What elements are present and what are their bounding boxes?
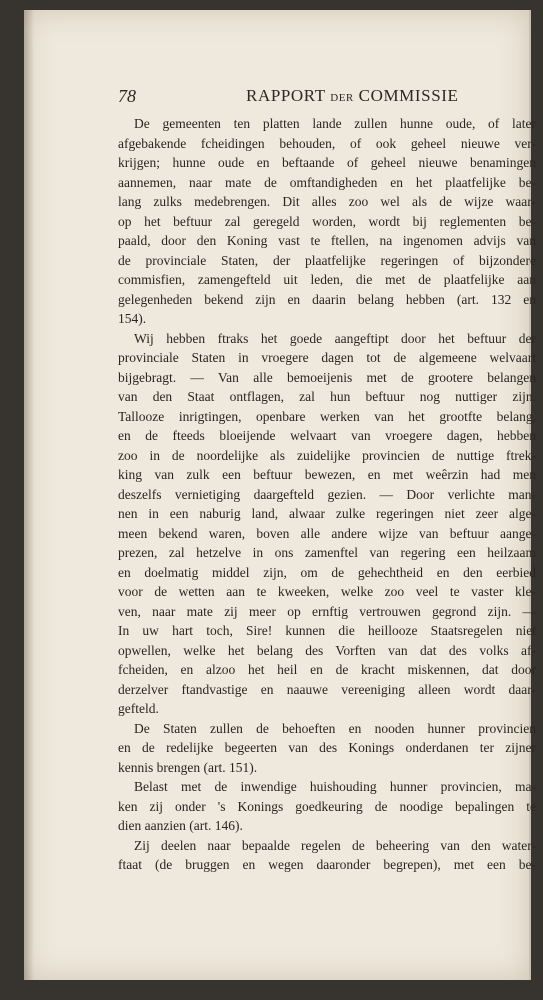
page-header [118, 86, 518, 110]
text-line: aannemen, naar mate de omftandigheden en het plaatfelijke be- [118, 174, 536, 190]
text-line: lang zulks medebrengen. Dit alles zoo wel als de wijze waar- [118, 194, 536, 209]
text-line: dien aanzien (art. 146). [118, 818, 243, 833]
text-line: en de fteeds bloeijende welvaart van vroegere dagen, hebben [118, 428, 536, 443]
text-line: In uw hart toch, Sire! kunnen die heillooze Staatsregelen niet [118, 623, 536, 638]
text-line: Zij deelen naar bepaalde regelen de beheering van den water- [134, 837, 536, 853]
text-line: op het beftuur zal geregeld worden, wordt bij reglementen be- [118, 213, 536, 229]
text-line: krijgen; hunne oude en beftaande of geheel nieuwe benamingen [118, 155, 536, 170]
text-line: bijgebragt. — Van alle bemoeijenis met de grootere belangen [118, 369, 536, 385]
text-line: fcheiden, en alzoo het heil en de kracht miskennen, dat door [118, 662, 536, 677]
page-gutter-shadow [24, 10, 34, 980]
text-line: gefteld. [118, 701, 159, 716]
text-line: Belast met de inwendige huishouding hunner provincien, ma- [134, 779, 536, 794]
text-line: prezen, zal hetzelve in ons zamenftel van regering een heilzaam [118, 545, 536, 560]
running-title-word-1: RAPPORT [246, 86, 326, 105]
page-number: 78 [118, 86, 136, 106]
text-line: Tallooze inrigtingen, openbare werken van het grootfte belang, [118, 408, 536, 424]
text-line: en de redelijke begeerten van des Konings onderdanen ter zijner [118, 740, 536, 755]
text-line: paald, door den Koning vast te ftellen, na ingenomen advijs van [118, 233, 536, 248]
running-title-word-2: DER [330, 92, 354, 104]
text-line: ken zij onder 's Konings goedkeuring de noodige bepalingen te [118, 798, 536, 814]
text-line: Wij hebben ftraks het goede aangeftipt door het beftuur der [134, 330, 536, 346]
text-line: De Staten zullen de behoeften en nooden hunner provincien [134, 720, 536, 736]
running-title [246, 86, 459, 106]
text-line: ftaat (de bruggen en wegen daaronder begrepen), met een be- [118, 857, 536, 872]
text-line: ven, naar mate zij meer op ernftig vertrouwen gegrond zijn. — [118, 603, 536, 619]
text-line: De gemeenten ten platten lande zullen hunne oude, of later [134, 116, 536, 131]
text-line: de provinciale Staten, der plaatfelijke regeringen of bijzondere [118, 252, 536, 268]
text-line: deszelfs vernietiging daargefteld gezien. — Door verlichte man- [118, 486, 536, 502]
text-line: commisfien, zamengefteld uit leden, die met de plaatfelijke aan [118, 272, 536, 287]
text-line: gelegenheden bekend zijn en daarin belang hebben (art. 132 en [118, 291, 536, 307]
text-line: kennis brengen (art. 151). [118, 759, 258, 775]
text-line: zoo in de noordelijke als zuidelijke provincien de nuttige ftrek- [118, 447, 536, 463]
text-line: opwellen, welke het belang des Vorften van dat des volks af- [118, 642, 536, 658]
running-title-word-3: COMMISSIE [358, 86, 459, 105]
text-line: nen in een naburig land, alwaar zulke regeringen niet zeer alge- [118, 506, 536, 521]
text-line: van den Staat ontflagen, zal hun beftuur nog nuttiger zijn. [118, 389, 536, 404]
book-page [24, 10, 536, 980]
text-line: provinciale Staten in vroegere dagen tot de algemeene welvaart [118, 350, 536, 365]
text-line: en doelmatig middel zijn, om de gehechtheid en den eerbied [118, 564, 536, 580]
text-line: voor de wetten aan te kweeken, welke zoo veel te vaster kle- [118, 584, 536, 599]
text-line: 154). [118, 311, 147, 326]
text-line: afgebakende fcheidingen behouden, of ook geheel nieuwe ver- [118, 135, 536, 151]
text-line: derzelver ftandvastige en naauwe vereeniging alleen wordt daar- [118, 681, 536, 697]
body-text [118, 114, 536, 875]
text-line: king van zulk een beftuur bewezen, en met weêrzin had men [118, 467, 536, 482]
text-line: meen bekend waren, boven alle andere wijze van beftuur aange- [118, 525, 536, 541]
